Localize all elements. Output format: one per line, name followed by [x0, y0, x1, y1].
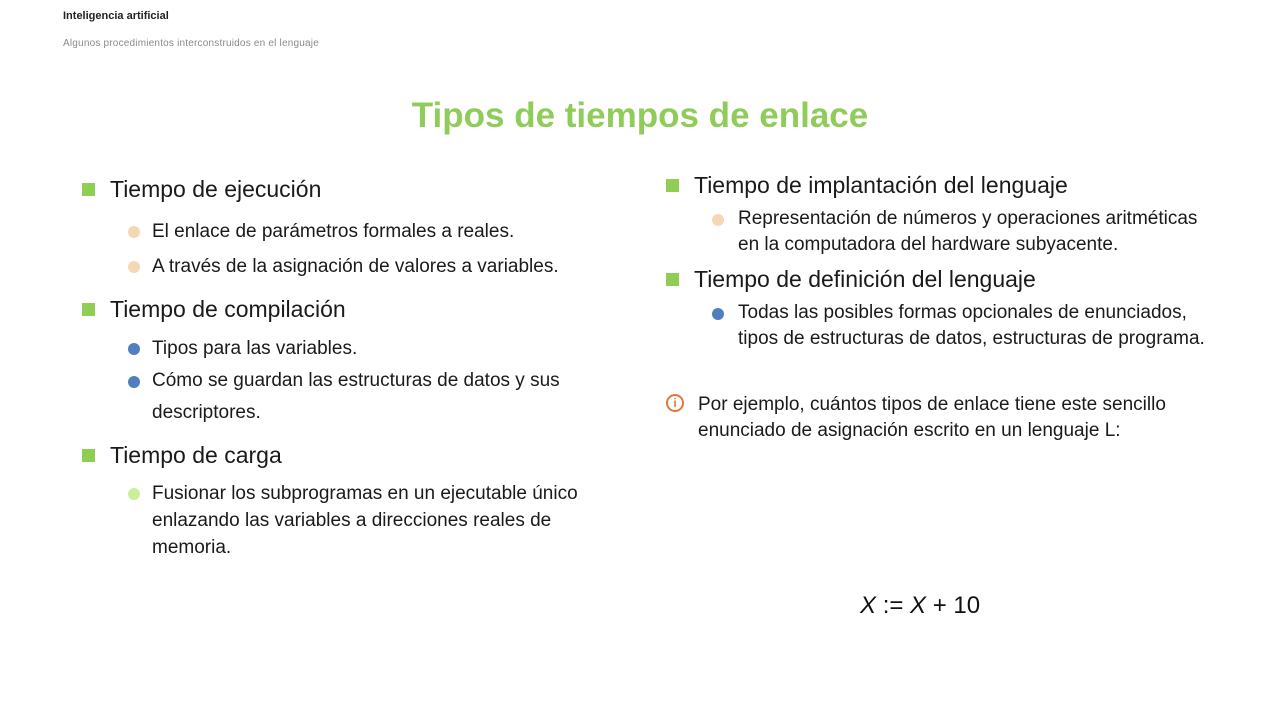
square-bullet-icon [82, 449, 95, 462]
sub-bullet [82, 335, 632, 362]
info-icon: i [666, 394, 684, 412]
formula-operator: := [882, 592, 904, 619]
circle-bullet-icon [128, 226, 140, 238]
sub-bullet-text: Tipos para las variables. [152, 338, 358, 359]
formula-var-left: X [860, 592, 877, 619]
right-column [666, 170, 1226, 444]
circle-bullet-icon [128, 343, 140, 355]
sub-bullet [666, 206, 1218, 258]
assignment-formula [860, 592, 980, 620]
sub-bullet-text: Representación de números y operaciones aritméticas en la computadora del hardware subyacente. [738, 208, 1198, 255]
formula-rest: + 10 [932, 592, 981, 619]
circle-bullet-icon [128, 376, 140, 388]
sub-bullet [82, 218, 582, 245]
formula-var-right: X [910, 592, 927, 619]
sub-bullet-text: Todas las posibles formas opcionales de enunciados, tipos de estructuras de datos, estructuras de programa. [738, 302, 1205, 349]
sub-bullet-text: El enlace de parámetros formales a reales. [152, 221, 515, 242]
sub-bullet-text: Fusionar los subprogramas en un ejecutable único enlazando las variables a direcciones reales de memoria. [152, 483, 578, 558]
circle-bullet-icon [128, 488, 140, 500]
square-bullet-icon [666, 273, 679, 286]
example-note-text: Por ejemplo, cuántos tipos de enlace tiene este sencillo enunciado de asignación escrito en un lenguaje L: [698, 394, 1166, 441]
circle-bullet-icon [712, 308, 724, 320]
bullet-tiempo-implantacion [666, 170, 1226, 200]
bullet-tiempo-definicion [666, 264, 1226, 294]
square-bullet-icon [82, 303, 95, 316]
bullet-heading: Tiempo de ejecución [110, 176, 322, 202]
example-note [666, 392, 1218, 444]
bullet-tiempo-ejecucion [82, 174, 642, 204]
bullet-tiempo-compilacion [82, 294, 642, 324]
sub-bullet-text: Cómo se guardan las estructuras de datos y sus descriptores. [152, 370, 560, 423]
square-bullet-icon [666, 179, 679, 192]
circle-bullet-icon [128, 261, 140, 273]
bullet-tiempo-carga [82, 440, 642, 470]
sub-bullet [82, 365, 582, 429]
topic-subtitle: Algunos procedimientos interconstruidos en el lenguaje [63, 38, 319, 49]
sub-bullet-text: A través de la asignación de valores a variables. [152, 256, 559, 277]
circle-bullet-icon [712, 214, 724, 226]
slide-title: Tipos de tiempos de enlace [411, 96, 869, 135]
bullet-heading: Tiempo de carga [110, 442, 282, 468]
bullet-heading: Tiempo de compilación [110, 296, 346, 322]
left-column [82, 174, 642, 565]
square-bullet-icon [82, 183, 95, 196]
course-title: Inteligencia artificial [63, 10, 169, 22]
sub-bullet [666, 300, 1218, 352]
bullet-heading: Tiempo de definición del lenguaje [694, 266, 1036, 292]
sub-bullet [82, 253, 592, 280]
sub-bullet [82, 480, 622, 561]
bullet-heading: Tiempo de implantación del lenguaje [694, 172, 1068, 198]
